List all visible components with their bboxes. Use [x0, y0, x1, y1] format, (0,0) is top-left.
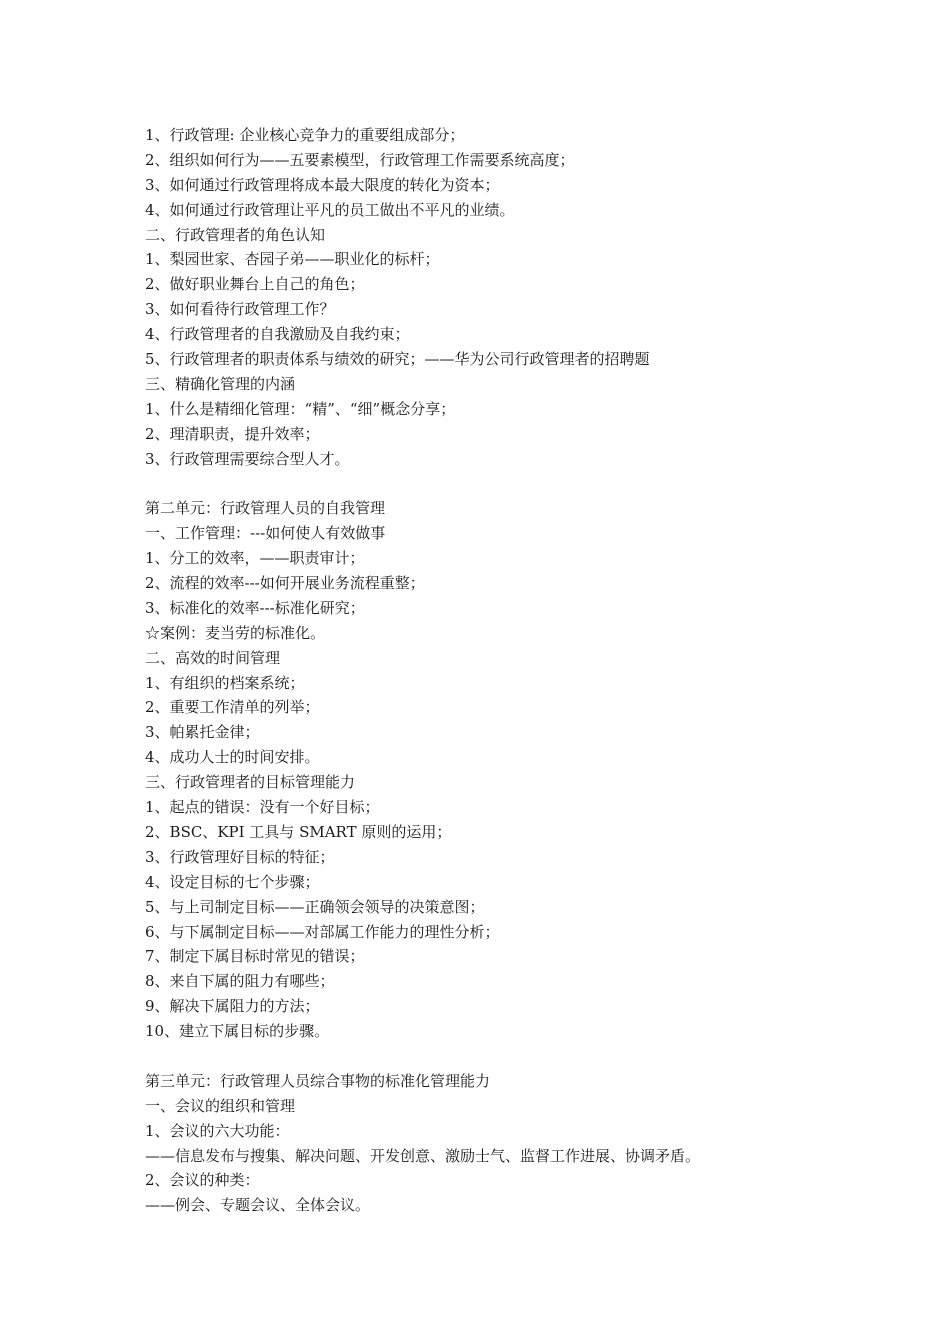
text-line: 5、与上司制定目标——正确领会领导的决策意图； [145, 897, 485, 916]
text-line: 3、行政管理好目标的特征； [145, 847, 335, 866]
text-line: 一、会议的组织和管理 [145, 1096, 296, 1115]
text-line: 2、理清职责，提升效率； [145, 424, 320, 443]
document-body [145, 123, 865, 1218]
text-line: 2、重要工作清单的列举； [145, 698, 320, 717]
text-line: 2、组织如何行为——五要素模型，行政管理工作需要系统高度； [145, 150, 575, 169]
text-block [145, 1069, 865, 1218]
paragraph-gap [145, 471, 865, 496]
text-line: 1、分工的效率，——职责审计； [145, 549, 365, 568]
text-line: 7、制定下属目标时常见的错误； [145, 947, 365, 966]
text-line: 1、起点的错误：没有一个好目标； [145, 798, 380, 817]
text-block [145, 123, 865, 471]
text-line: 1、什么是精细化管理：“精”、“细”概念分享； [145, 399, 456, 418]
text-line: 9、解决下属阻力的方法； [145, 997, 320, 1016]
text-line: 第二单元：行政管理人员的自我管理 [145, 499, 386, 518]
text-line: 三、行政管理者的目标管理能力 [145, 773, 356, 792]
text-line: 2、BSC、KPI 工具与 SMART 原则的运用； [145, 822, 452, 841]
text-line: 二、行政管理者的角色认知 [145, 225, 326, 244]
text-line: 2、流程的效率---如何开展业务流程重整； [145, 574, 425, 593]
text-line: 1、梨园世家、杏园子弟——职业化的标杆； [145, 250, 440, 269]
text-line: 3、行政管理需要综合型人才。 [145, 449, 350, 468]
text-line: 3、帕累托金律； [145, 723, 260, 742]
text-line: 4、如何通过行政管理让平凡的员工做出不平凡的业绩。 [145, 200, 515, 219]
text-line: 10、建立下属目标的步骤。 [145, 1022, 330, 1041]
text-line: 5、行政管理者的职责体系与绩效的研究；——华为公司行政管理者的招聘题 [145, 350, 650, 369]
text-line: 1、会议的六大功能： [145, 1121, 290, 1140]
text-line: 三、精确化管理的内涵 [145, 374, 296, 393]
text-line: 3、标准化的效率---标准化研究； [145, 598, 365, 617]
text-line: 4、行政管理者的自我激励及自我约束； [145, 325, 410, 344]
paragraph-gap [145, 1044, 865, 1069]
text-line: 4、设定目标的七个步骤； [145, 872, 320, 891]
text-line: 1、行政管理: 企业核心竞争力的重要组成部分； [145, 126, 465, 144]
text-line: 3、如何看待行政管理工作？ [145, 300, 335, 319]
text-line: 3、如何通过行政管理将成本最大限度的转化为资本； [145, 175, 500, 194]
text-line: 2、做好职业舞台上自己的角色； [145, 275, 365, 294]
text-line: 2、会议的种类： [145, 1171, 260, 1190]
text-line: 8、来自下属的阻力有哪些； [145, 972, 335, 991]
text-line: 二、高效的时间管理 [145, 648, 281, 667]
text-line: 1、有组织的档案系统； [145, 673, 305, 692]
text-line: 4、成功人士的时间安排。 [145, 748, 320, 767]
text-line: 一、工作管理：---如何使人有效做事 [145, 524, 386, 543]
text-line: ☆案例：麦当劳的标准化。 [145, 623, 326, 642]
text-block [145, 496, 865, 1044]
text-line: 6、与下属制定目标——对部属工作能力的理性分析； [145, 922, 500, 941]
text-line: ——例会、专题会议、全体会议。 [145, 1196, 371, 1215]
text-line: ——信息发布与搜集、解决问题、开发创意、激励士气、监督工作进展、协调矛盾。 [145, 1146, 701, 1165]
text-line: 第三单元：行政管理人员综合事物的标准化管理能力 [145, 1071, 491, 1090]
